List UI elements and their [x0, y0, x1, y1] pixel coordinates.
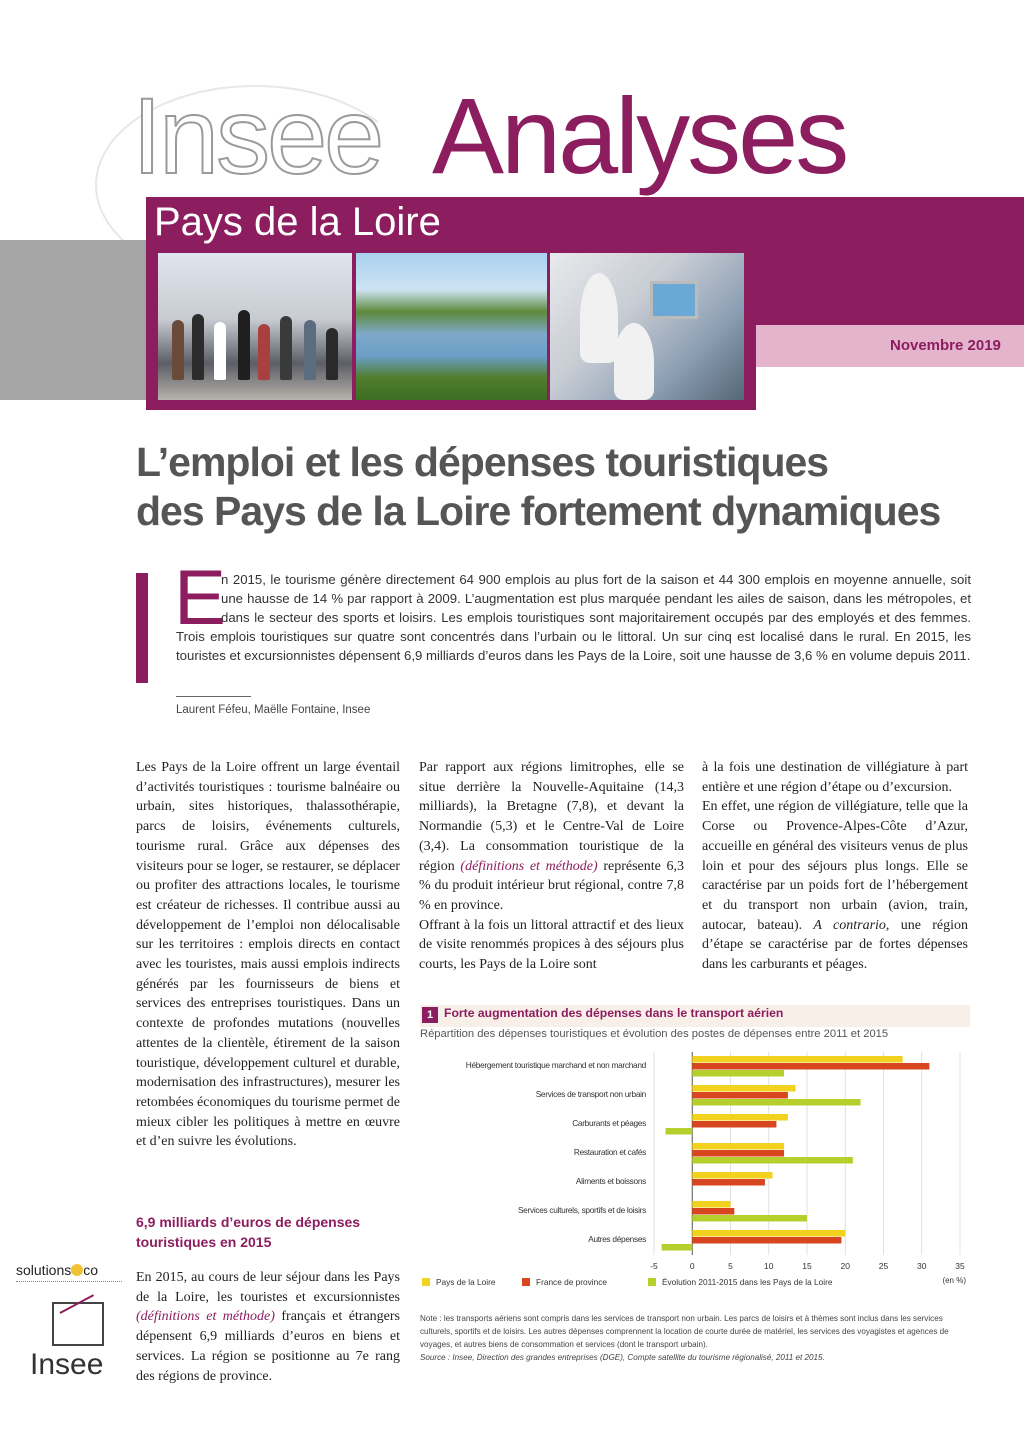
column-2: Par rapport aux régions limitrophes, elle se situe derrière la Nouvelle-Aquitaine (14,3 milliards), la Bretagne (7,8), et devant la Normandie (5,3) et le Centre-Val de Loire (3,4). La consommation touristique de la région (définitions et méthode) représente 6,3 % du produit intérieur brut régional, contre 7,8 % en province. Offrant à la fois un littoral attractif et des lieux de visite renommés propices à des séjours plus courts, les Pays de la Loire sont — [419, 760, 684, 973]
category-label: Hébergement touristique marchand et non marchand — [465, 1060, 646, 1070]
solutions-logo-rule — [16, 1281, 122, 1285]
bar — [692, 1179, 765, 1186]
bar — [692, 1085, 795, 1092]
dropcap: E — [174, 553, 227, 641]
bar — [665, 1128, 692, 1135]
column-1-continued: En 2015, au cours de leur séjour dans les Pays de la Loire, les touristes et excursionnistes (définitions et méthode) français et étrangers dépensent 6,9 milliards d’euros en biens et services. La région se positionne au 7e rang des régions de province. — [136, 1270, 401, 1384]
x-tick-label: 30 — [917, 1261, 927, 1271]
bar — [692, 1121, 776, 1128]
legend-swatch — [422, 1278, 430, 1286]
insee-logo: Insee — [30, 1348, 104, 1381]
bar — [692, 1208, 734, 1215]
bar — [692, 1201, 730, 1208]
authors: Laurent Féfeu, Maëlle Fontaine, Insee — [176, 704, 371, 716]
expenses-bar-chart — [418, 1048, 970, 1304]
column-3: à la fois une destination de villégiature à part entière et une région d’étape ou d’excursion. En effet, une région de villégiature, telle que la Corse ou Provence-Alpes-Côte d’Azur, accueille en général des visiteurs venus de plus loin et pour des séjours plus longs. Elle se caractérise par un poids fort de l’hébergement et du transport non urbain (avion, train, autocar, bateau). A contrario, une région d’étape se caractérise par de fortes dépenses dans les carburants et péages. — [702, 760, 968, 973]
bar — [692, 1056, 902, 1063]
x-tick-label: 5 — [728, 1261, 733, 1271]
bar — [692, 1063, 929, 1070]
column-1: Les Pays de la Loire offrent un large éventail d’activités touristiques : tourisme balnéaire ou urbain, sites historiques, thalassothérapie, parcs de loisirs, événements culturels, tourisme rural. Grâce aux dépenses des visiteurs pour se loger, se restaurer, se déplacer ou profiter des attractions locales, le tourisme est créateur de richesses. Il contribue aussi au développement de l’emploi non délocalisable sur les territoires : emplois directs en contact avec les touristes, mais aussi emplois indirects générés par les fournisseurs de biens et services des entreprises touristiques. Dans un contexte de profondes mutations (nouvelles attentes de la clientèle, étirement de la saison touristique, développement culturel et durable, modernisation des infrastructures), mesurer les retombées économiques du tourisme permet de mieux cibler les politiques à mettre en œuvre et d’en suivre les évolutions. — [136, 760, 400, 1150]
bar — [692, 1237, 841, 1244]
legend-swatch — [648, 1278, 656, 1286]
x-tick-label: 0 — [689, 1261, 695, 1271]
x-tick-label: 20 — [840, 1261, 850, 1271]
issue-number: N° 78 — [890, 290, 956, 320]
x-tick-label: 15 — [802, 1261, 812, 1271]
photo-crowd — [158, 253, 352, 400]
section-heading: 6,9 milliards d’euros de dépenses touristiques en 2015 — [136, 1214, 361, 1250]
x-tick-label: -5 — [650, 1261, 658, 1271]
bar — [692, 1150, 784, 1157]
grey-band — [0, 240, 160, 400]
category-label: Autres dépenses — [588, 1234, 646, 1244]
bar — [692, 1099, 860, 1106]
bar — [692, 1143, 784, 1150]
authors-rule — [176, 696, 251, 697]
figure-source: Source : Insee, Direction des grandes entreprises (DGE), Compte satellite du tourisme régionalisé, 2011 et 2015. — [420, 1353, 825, 1362]
x-tick-label: 10 — [764, 1261, 774, 1271]
bar — [692, 1215, 807, 1222]
article-title: L’emploi et les dépenses touristiques des Pays de la Loire fortement dynamiques — [136, 439, 941, 534]
legend-swatch — [522, 1278, 530, 1286]
brand-analyses: Analyses — [432, 75, 847, 196]
solutions-logo: solutions co — [16, 1262, 99, 1278]
x-tick-label: 25 — [878, 1261, 889, 1271]
bar — [692, 1070, 784, 1077]
legend-label: Évolution 2011-2015 dans les Pays de la Loire — [662, 1277, 833, 1287]
chapeau-bar — [136, 573, 148, 683]
bar — [692, 1114, 788, 1121]
category-label: Carburants et péages — [572, 1118, 646, 1128]
category-label: Aliments et boissons — [575, 1176, 646, 1186]
region-name: Pays de la Loire — [154, 200, 441, 244]
bar — [662, 1244, 693, 1251]
category-label: Services de transport non urbain — [535, 1089, 646, 1099]
category-label: Services culturels, sportifs et de loisirs — [517, 1205, 646, 1215]
figure-number: 1 — [422, 1007, 438, 1023]
bar — [692, 1092, 788, 1099]
x-unit-label: (en %) — [942, 1276, 966, 1285]
issue-date: Novembre 2019 — [890, 337, 1001, 354]
figure-subtitle: Répartition des dépenses touristiques et évolution des postes de dépenses entre 2011 et 2015 — [420, 1028, 889, 1040]
definitions-link[interactable]: (définitions et méthode) — [136, 1309, 275, 1325]
insee-logo-icon — [52, 1302, 104, 1346]
figure-note: Note : les transports aériens sont compris dans les services de transport non urbain. Les parcs de loisirs et à thèmes sont inclus dans les services culturels, sportifs et de loisirs. Les autres dépenses comprennent la location de courte durée de matériel, les services des voyagistes et agences de voyages, et autres biens de consommation et services (dont le transport urbain). Source : Insee, Direction des grandes entreprises (DGE), Compte satellite du tourisme régionalisé, 2011 et 2015. — [420, 1314, 949, 1362]
brand-insee: Insee — [132, 75, 382, 196]
bar — [692, 1230, 845, 1237]
solutions-dot-icon — [71, 1264, 83, 1276]
photo-lab-workers — [550, 253, 744, 400]
legend-label: France de province — [536, 1277, 608, 1287]
bar — [692, 1157, 853, 1164]
chapeau: n 2015, le tourisme génère directement 64 900 emplois au plus fort de la saison et 44 300 emplois en moyenne annuelle, soit une hausse de 14 % par rapport à 2009. L’augmentation est plus marquée pendant les ailes de saison, dans les métropoles, et dans le secteur des sports et loisirs. Les emplois touristiques sont majoritairement occupés par des employés et des femmes. Trois emplois touristiques sur quatre sont concentrés dans l’urbain ou le littoral. Un sur cinq est localisé dans le rural. En 2015, les touristes et excursionnistes dépensent 6,9 milliards d’euros dans les Pays de la Loire, soit une hausse de 3,6 % en volume depuis 2011. — [176, 572, 971, 663]
photo-loire-river — [356, 253, 547, 400]
definitions-link[interactable]: (définitions et méthode) — [460, 858, 598, 874]
category-label: Restauration et cafés — [573, 1147, 646, 1157]
x-tick-label: 35 — [955, 1261, 965, 1271]
legend-label: Pays de la Loire — [436, 1277, 496, 1287]
bar — [692, 1172, 772, 1179]
figure-title: Forte augmentation des dépenses dans le transport aérien — [444, 1006, 784, 1020]
